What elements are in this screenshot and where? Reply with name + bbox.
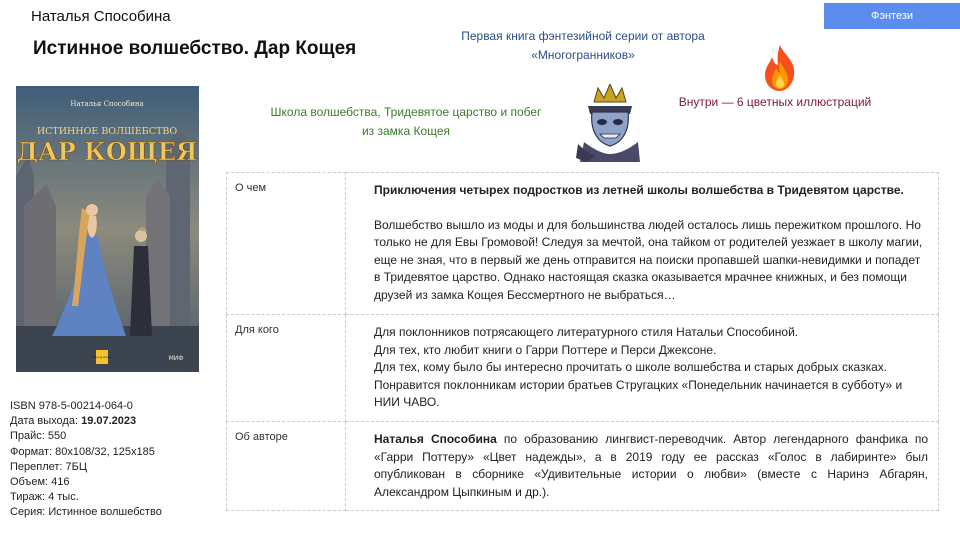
author-bio-name: Наталья Способина <box>374 431 497 446</box>
about-body: Волшебство вышло из моды и для большинства людей осталось лишь пережитком прошлого. Но только не для Евы Громовой! Следуя за мечтой, она тайком от родителей уезжает в школу магии, еще не зная, что в первый же день отправится на поиски пропавшей шапки-невидимки и попадет в Тридевятое царство. Однако настоящая сказка оказывается мрачнее книжных, и без помощи друзей из замка Кощея Бессмертного не выбраться… <box>374 217 923 302</box>
audience-label: Для кого <box>227 315 346 422</box>
print-run: Тираж: 4 тыс. <box>10 491 79 504</box>
cover-publisher-right: МИФ <box>168 355 184 362</box>
author-bio-label: Об авторе <box>227 421 346 510</box>
table-row <box>227 421 939 510</box>
illustrations-note: Внутри — 6 цветных иллюстраций <box>678 95 872 109</box>
table-row <box>227 173 939 315</box>
book-metadata <box>10 399 162 521</box>
cover-title-line1: ИСТИННОЕ ВОЛШЕБСТВО <box>36 126 178 137</box>
price: Прайс: 550 <box>10 430 67 443</box>
audience-line: Понравится поклонникам истории братьев Стругацких «Понедельник начинается в субботу» и НИИ ЧАВО. <box>374 377 903 410</box>
author-bio-content <box>346 421 939 510</box>
audience-line: Для тех, кому было бы интересно прочитать о школе волшебства и старых добрых сказках. <box>374 360 888 375</box>
audience-line: Для поклонников потрясающего литературного стиля Натальи Способиной. <box>374 325 799 339</box>
author-bio-text: по образованию лингвист-переводчик. Автор легендарного фанфика по «Гарри Поттеру» «Цвет надежды», а в 2019 году ее рассказ «Голос в лабиринте» был опубликован в сборнике «Удивительные истории о любви» (вместе с Наринэ Абгарян, Александром Цыпкиным и др.). <box>374 431 928 499</box>
book-cover <box>16 86 199 372</box>
about-label: О чем <box>227 173 346 315</box>
series: Серия: Истинное волшебство <box>10 506 162 519</box>
cover-publisher-left: Young Adult <box>93 355 111 359</box>
about-content <box>346 173 939 315</box>
release-date: Дата выхода: 19.07.2023 <box>10 415 137 428</box>
setting-note: Школа волшебства, Тридевятое царство и побег из замка Кощея <box>270 105 542 138</box>
page-count: Объем: 416 <box>10 476 70 489</box>
genre-tag: Фэнтези <box>824 3 960 29</box>
info-table <box>226 172 939 511</box>
koschei-illustration <box>574 84 646 164</box>
series-note: Первая книга фэнтезийной серии от автора «Многогранников» <box>461 29 705 62</box>
cover-title-line2: ДАР КОЩЕЯ <box>16 137 198 166</box>
author-name: Наталья Способина <box>31 8 171 25</box>
fire-icon <box>758 43 802 93</box>
table-row <box>227 315 939 422</box>
about-lead: Приключения четырех подростков из летней школы волшебства в Тридевятом царстве. <box>374 183 904 197</box>
isbn: ISBN 978-5-00214-064-0 <box>10 400 133 412</box>
audience-content <box>346 315 939 422</box>
binding: Переплет: 7БЦ <box>10 460 88 473</box>
audience-line: Для тех, кто любит книги о Гарри Поттере и Перси Джексоне. <box>374 342 717 357</box>
format: Формат: 80х108/32, 125х185 <box>10 445 155 458</box>
book-title: Истинное волшебство. Дар Кощея <box>33 38 357 59</box>
cover-author: Наталья Способина <box>70 100 144 108</box>
